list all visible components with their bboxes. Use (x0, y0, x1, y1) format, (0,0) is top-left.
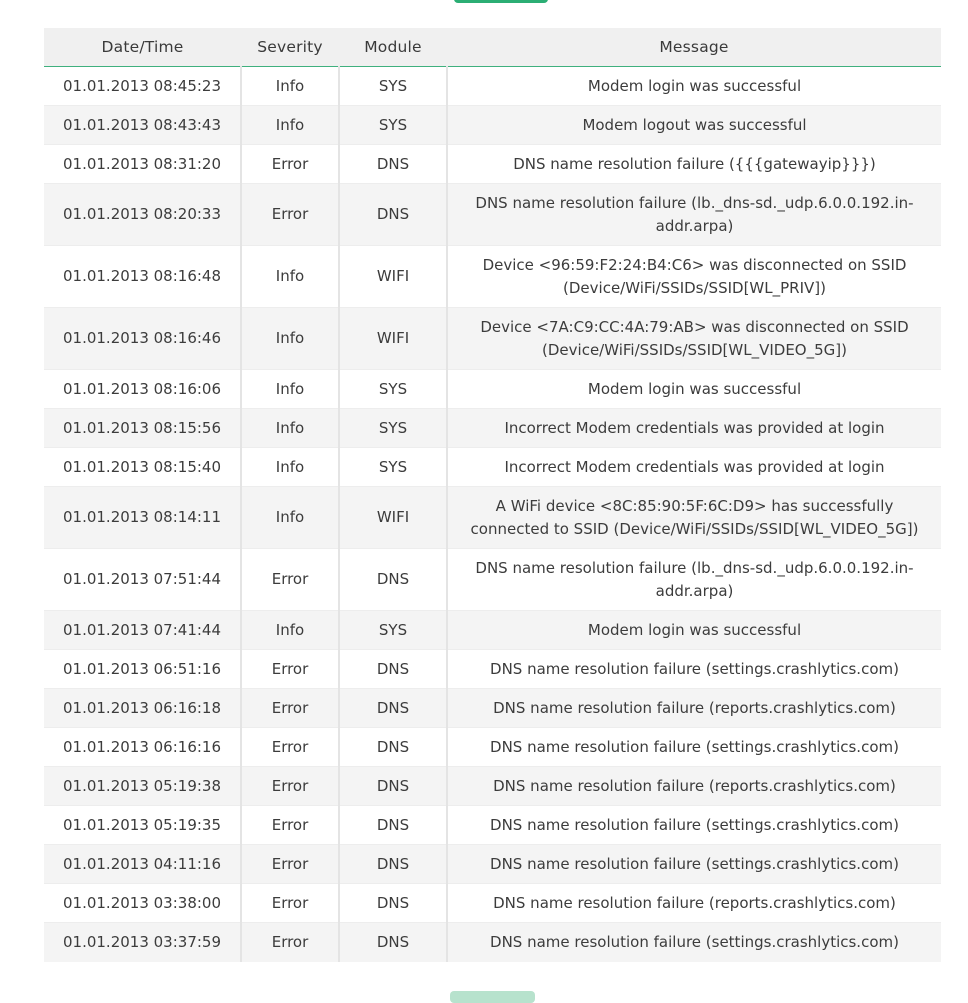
event-log-table (44, 28, 941, 962)
table-row (44, 370, 941, 409)
refresh-button-top[interactable] (454, 0, 548, 3)
cell-module: DNS (339, 923, 447, 962)
cell-module: DNS (339, 689, 447, 728)
table-row (44, 67, 941, 106)
cell-message: DNS name resolution failure (settings.crashlytics.com) (447, 650, 941, 689)
cell-severity: Info (241, 67, 339, 106)
cell-module: SYS (339, 370, 447, 409)
table-row (44, 308, 941, 370)
cell-severity: Info (241, 246, 339, 308)
cell-message: Device <7A:C9:CC:4A:79:AB> was disconnected on SSID (Device/WiFi/SSIDs/SSID[WL_VIDEO_5G]) (447, 308, 941, 370)
log-table-body (44, 67, 941, 962)
table-row (44, 549, 941, 611)
cell-severity: Error (241, 728, 339, 767)
table-row (44, 845, 941, 884)
cell-datetime: 01.01.2013 06:16:16 (44, 728, 241, 767)
cell-datetime: 01.01.2013 04:11:16 (44, 845, 241, 884)
table-row (44, 145, 941, 184)
table-row (44, 728, 941, 767)
cell-severity: Info (241, 370, 339, 409)
cell-message: DNS name resolution failure (lb._dns-sd._udp.6.0.0.192.in-addr.arpa) (447, 549, 941, 611)
column-header-datetime[interactable]: Date/Time (44, 28, 241, 67)
cell-module: DNS (339, 845, 447, 884)
cell-severity: Info (241, 106, 339, 145)
cell-severity: Error (241, 145, 339, 184)
cell-datetime: 01.01.2013 07:41:44 (44, 611, 241, 650)
cell-message: Device <96:59:F2:24:B4:C6> was disconnected on SSID (Device/WiFi/SSIDs/SSID[WL_PRIV]) (447, 246, 941, 308)
cell-message: DNS name resolution failure (reports.crashlytics.com) (447, 767, 941, 806)
clear-log-button-bottom[interactable] (450, 991, 535, 1003)
cell-datetime: 01.01.2013 07:51:44 (44, 549, 241, 611)
cell-message: DNS name resolution failure ({{{gatewayip}}}) (447, 145, 941, 184)
cell-severity: Info (241, 308, 339, 370)
table-row (44, 767, 941, 806)
table-row (44, 884, 941, 923)
cell-message: Modem login was successful (447, 67, 941, 106)
column-header-severity[interactable]: Severity (241, 28, 339, 67)
cell-datetime: 01.01.2013 05:19:38 (44, 767, 241, 806)
cell-severity: Error (241, 184, 339, 246)
cell-datetime: 01.01.2013 08:15:56 (44, 409, 241, 448)
cell-module: SYS (339, 448, 447, 487)
column-header-module[interactable]: Module (339, 28, 447, 67)
cell-module: SYS (339, 106, 447, 145)
cell-module: WIFI (339, 246, 447, 308)
cell-module: DNS (339, 184, 447, 246)
cell-severity: Error (241, 923, 339, 962)
table-row (44, 650, 941, 689)
cell-module: DNS (339, 806, 447, 845)
cell-message: Incorrect Modem credentials was provided at login (447, 448, 941, 487)
cell-message: DNS name resolution failure (settings.crashlytics.com) (447, 806, 941, 845)
cell-module: WIFI (339, 487, 447, 549)
cell-datetime: 01.01.2013 08:16:46 (44, 308, 241, 370)
cell-module: SYS (339, 611, 447, 650)
cell-module: SYS (339, 67, 447, 106)
column-header-message[interactable]: Message (447, 28, 941, 67)
table-row (44, 106, 941, 145)
cell-datetime: 01.01.2013 03:37:59 (62, 932, 222, 951)
table-row (44, 184, 941, 246)
cell-module: SYS (339, 409, 447, 448)
cell-module: DNS (339, 884, 447, 923)
cell-severity: Info (241, 409, 339, 448)
cell-severity: Error (241, 689, 339, 728)
cell-module: DNS (339, 728, 447, 767)
cell-severity: Error (241, 767, 339, 806)
cell-datetime: 01.01.2013 05:19:35 (44, 806, 241, 845)
cell-datetime: 01.01.2013 06:16:18 (44, 689, 241, 728)
table-row (44, 806, 941, 845)
cell-datetime: 01.01.2013 08:16:06 (44, 370, 241, 409)
table-row (44, 409, 941, 448)
cell-severity: Error (241, 650, 339, 689)
cell-severity: Error (241, 806, 339, 845)
cell-severity: Info (241, 611, 339, 650)
table-row (44, 448, 941, 487)
cell-severity: Info (241, 448, 339, 487)
cell-message: DNS name resolution failure (reports.crashlytics.com) (447, 884, 941, 923)
cell-datetime: 01.01.2013 08:20:33 (44, 184, 241, 246)
cell-severity: Info (241, 487, 339, 549)
cell-message: DNS name resolution failure (reports.crashlytics.com) (447, 689, 941, 728)
cell-datetime: 01.01.2013 06:51:16 (44, 650, 241, 689)
table-row (44, 611, 941, 650)
cell-datetime: 01.01.2013 08:15:40 (44, 448, 241, 487)
table-header-row (44, 28, 941, 67)
cell-datetime: 01.01.2013 08:43:43 (44, 106, 241, 145)
cell-message: DNS name resolution failure (settings.crashlytics.com) (447, 923, 941, 962)
cell-datetime: 01.01.2013 08:31:20 (44, 145, 241, 184)
cell-module: DNS (339, 145, 447, 184)
cell-severity: Error (241, 549, 339, 611)
cell-datetime: 01.01.2013 08:14:11 (44, 487, 241, 549)
cell-message: Modem logout was successful (447, 106, 941, 145)
table-row (44, 246, 941, 308)
cell-message: Modem login was successful (447, 611, 941, 650)
cell-datetime: 01.01.2013 08:16:48 (44, 246, 241, 308)
table-row (44, 487, 941, 549)
cell-module: DNS (339, 767, 447, 806)
cell-message: Modem login was successful (447, 370, 941, 409)
cell-message: A WiFi device <8C:85:90:5F:6C:D9> has successfully connected to SSID (Device/WiFi/SSIDs/SSID[WL_VIDEO_5G]) (447, 487, 941, 549)
cell-message: DNS name resolution failure (settings.crashlytics.com) (447, 845, 941, 884)
cell-severity: Error (241, 884, 339, 923)
cell-datetime: 01.01.2013 08:45:23 (44, 67, 241, 106)
cell-module: DNS (339, 650, 447, 689)
cell-module: DNS (339, 549, 447, 611)
cell-message: DNS name resolution failure (lb._dns-sd._udp.6.0.0.192.in-addr.arpa) (447, 184, 941, 246)
cell-datetime: 01.01.2013 03:38:00 (44, 884, 241, 923)
table-row (44, 923, 941, 962)
cell-module: WIFI (339, 308, 447, 370)
cell-message: Incorrect Modem credentials was provided at login (447, 409, 941, 448)
cell-message: DNS name resolution failure (settings.crashlytics.com) (447, 728, 941, 767)
table-row (44, 689, 941, 728)
cell-severity: Error (241, 845, 339, 884)
